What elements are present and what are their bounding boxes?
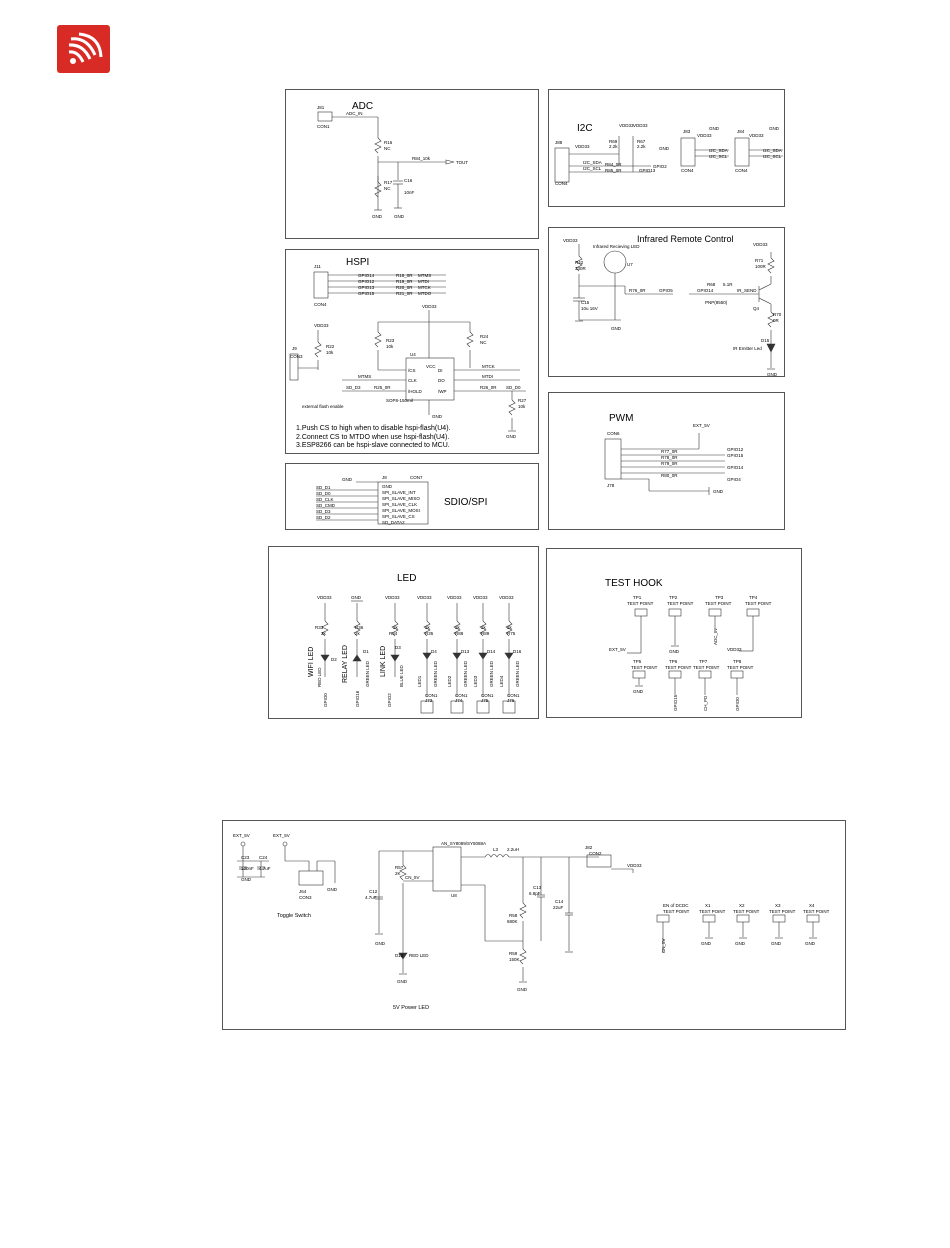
svg-text:TEST POINT: TEST POINT [733,909,760,914]
pwm-schematic [549,393,786,531]
svg-text:TEST POINT: TEST POINT [663,909,690,914]
svg-text:2K: 2K [395,871,401,876]
svg-text:R23: R23 [386,338,395,343]
svg-text:D1: D1 [363,649,369,654]
svg-text:D16: D16 [513,649,522,654]
svg-text:J8: J8 [382,475,387,480]
svg-text:X1: X1 [705,903,711,908]
svg-text:TP6: TP6 [669,659,678,664]
svg-text:R19_0R: R19_0R [396,279,413,284]
i2c-panel [548,89,785,207]
svg-text:R35: R35 [425,631,434,636]
svg-text:IR Emitter Led: IR Emitter Led [733,346,762,351]
svg-text:GND: GND [327,887,337,892]
hspi-notes [296,425,450,451]
svg-text:6.8pF: 6.8pF [529,891,541,896]
svg-text:330R: 330R [575,266,586,271]
svg-text:J81: J81 [317,105,325,110]
svg-text:CN_5V: CN_5V [405,875,420,880]
svg-text:GPIO12: GPIO12 [358,279,375,284]
i2c-title: I2C [577,123,593,134]
svg-text:I2C_SDA: I2C_SDA [709,148,728,153]
svg-text:GND: GND [506,434,516,439]
svg-text:GND: GND [517,987,527,992]
svg-text:RED LED: RED LED [317,667,322,687]
svg-text:SD_D1: SD_D1 [316,485,331,490]
svg-text:PNP(8550): PNP(8550) [705,300,728,305]
svg-text:VDD33: VDD33 [447,595,462,600]
svg-text:VDD33: VDD33 [749,133,764,138]
svg-text:SD_D3: SD_D3 [316,509,331,514]
svg-text:R80_0R: R80_0R [661,473,678,478]
svg-text:R24: R24 [480,334,489,339]
svg-text:J82: J82 [585,845,593,850]
svg-text:GND: GND [241,877,251,882]
svg-text:TP3: TP3 [715,595,724,600]
svg-text:VDD33: VDD33 [314,323,329,328]
svg-text:DO: DO [438,378,445,383]
hspi-note-1: 1.Push CS to high when to disable hspi-flash(U4). [296,425,451,432]
svg-text:external flash enable: external flash enable [302,404,344,409]
svg-text:GPIO2: GPIO2 [653,164,667,169]
svg-text:GND: GND [709,126,719,131]
svg-text:VDD33: VDD33 [697,133,712,138]
svg-text:I2C_SDA: I2C_SDA [583,160,602,165]
svg-text:VDD33: VDD33 [619,123,634,128]
svg-text:GREEN LED: GREEN LED [489,660,494,687]
svg-text:R68: R68 [707,282,716,287]
svg-text:TP1: TP1 [633,595,642,600]
svg-text:D15: D15 [761,338,770,343]
svg-text:GPIO0: GPIO0 [735,697,740,711]
svg-text:GPIO16: GPIO16 [355,690,360,707]
svg-text:TP5: TP5 [633,659,642,664]
svg-text:U7: U7 [627,262,633,267]
svg-text:C13: C13 [533,885,542,890]
svg-text:I2C_SCL: I2C_SCL [583,166,602,171]
svg-text:SPI_SLAVE_CLK: SPI_SLAVE_CLK [382,502,418,507]
svg-text:SD_D0: SD_D0 [506,385,521,390]
svg-text:TEST POINT: TEST POINT [769,909,796,914]
svg-text:NC: NC [480,340,487,345]
svg-text:GND: GND [397,979,407,984]
svg-text:SOP8-150mil: SOP8-150mil [386,398,413,403]
svg-text:MTDI: MTDI [418,279,429,284]
svg-text:GND: GND [669,649,679,654]
svg-text:2k: 2k [481,625,486,630]
svg-text:J88: J88 [555,140,563,145]
svg-text:GPIO4: GPIO4 [727,477,741,482]
svg-text:CON7: CON7 [410,475,423,480]
svg-text:LINK LED: LINK LED [380,645,387,677]
svg-text:2.2k: 2.2k [637,144,646,149]
svg-text:10k: 10k [326,350,334,355]
svg-text:TEST POINT: TEST POINT [627,601,654,606]
svg-text:L3: L3 [493,847,499,852]
i2c-schematic [549,90,786,208]
svg-text:2k: 2k [425,625,430,630]
svg-text:SPI_SLAVE_INT: SPI_SLAVE_INT [382,490,416,495]
svg-text:/CS: /CS [408,368,416,373]
svg-text:J74: J74 [455,698,463,703]
svg-text:2k: 2k [455,625,460,630]
svg-text:2k: 2k [321,631,326,636]
svg-text:R89: R89 [481,631,490,636]
svg-text:10k: 10k [518,404,526,409]
svg-text:100nF: 100nF [241,866,254,871]
svg-text:GND: GND [805,941,815,946]
svg-text:VDD33: VDD33 [753,242,768,247]
svg-text:10nF: 10nF [404,190,415,195]
svg-text:CON1: CON1 [507,693,520,698]
svg-text:GPIO12: GPIO12 [727,447,744,452]
espressif-logo-icon [57,25,110,73]
svg-text:GPIO15: GPIO15 [358,291,375,296]
svg-text:EXT_5V: EXT_5V [609,647,626,652]
svg-text:J78: J78 [607,483,615,488]
svg-text:J9: J9 [292,346,297,351]
svg-text:2.2k: 2.2k [609,144,618,149]
svg-text:GND: GND [701,941,711,946]
svg-text:R77_0R: R77_0R [661,449,678,454]
svg-text:/HOLD: /HOLD [408,389,422,394]
svg-text:R20_0R: R20_0R [396,285,413,290]
svg-text:J83: J83 [683,129,691,134]
svg-text:EXT_5V: EXT_5V [233,833,250,838]
svg-text:22uF: 22uF [553,905,564,910]
svg-text:X2: X2 [739,903,745,908]
svg-text:CON1: CON1 [425,693,438,698]
svg-text:EXT_5V: EXT_5V [273,833,290,838]
svg-text:VDD33: VDD33 [575,144,590,149]
adc-panel [285,89,539,239]
svg-text:LED2: LED2 [447,675,452,687]
svg-text:R22: R22 [326,344,335,349]
svg-text:R33: R33 [315,625,324,630]
svg-text:D4: D4 [431,649,437,654]
svg-text:CON4: CON4 [681,168,694,173]
svg-text:R88: R88 [455,631,464,636]
svg-text:RELAY LED: RELAY LED [342,645,349,683]
svg-text:R79_0R: R79_0R [661,461,678,466]
hspi-panel [285,249,539,454]
svg-text:GND: GND [659,146,669,151]
svg-text:X4: X4 [809,903,815,908]
adc-title: ADC [352,101,374,112]
svg-text:TP4: TP4 [749,595,758,600]
svg-text:R75: R75 [507,631,516,636]
svg-text:VDD33: VDD33 [385,595,400,600]
svg-text:VDD33: VDD33 [473,595,488,600]
svg-text:TEST POINT: TEST POINT [705,601,732,606]
svg-text:GND: GND [372,214,382,219]
svg-text:CON3: CON3 [299,895,312,900]
svg-text:ADC_IN: ADC_IN [346,111,363,116]
svg-text:GND: GND [432,414,442,419]
svg-text:VDD33: VDD33 [633,123,648,128]
svg-text:10k: 10k [386,344,394,349]
svg-text:2k: 2k [507,625,512,630]
svg-text:GND: GND [767,372,777,377]
svg-text:R69: R69 [609,139,618,144]
svg-text:NC: NC [384,146,391,151]
hspi-title: HSPI [346,257,370,268]
svg-text:R21_0R: R21_0R [396,291,413,296]
svg-text:R84_0R: R84_0R [605,162,622,167]
svg-text:R85_0R: R85_0R [605,168,622,173]
svg-text:VDD33: VDD33 [422,304,437,309]
svg-text:C23: C23 [241,855,250,860]
svg-text:R34: R34 [389,631,398,636]
svg-text:2k: 2k [355,631,360,636]
svg-text:GND: GND [735,941,745,946]
svg-text:GND: GND [633,689,643,694]
svg-text:GPIO13: GPIO13 [639,168,656,173]
svg-text:D13: D13 [461,649,470,654]
svg-text:GPIO2: GPIO2 [387,693,392,707]
svg-text:SD_D0: SD_D0 [316,491,331,496]
svg-text:CLK: CLK [408,378,417,383]
svg-text:CON4: CON4 [735,168,748,173]
test-hook-panel [546,548,802,718]
svg-text:CH_PD: CH_PD [703,695,708,711]
svg-text:SPI_SLAVE_MOSI: SPI_SLAVE_MOSI [382,508,420,513]
test-hook-schematic [547,549,803,719]
svg-text:680K: 680K [507,919,518,924]
svg-text:C16: C16 [404,178,413,183]
svg-text:MTMS: MTMS [358,374,372,379]
svg-text:I2C_SCL: I2C_SCL [709,154,728,159]
svg-text:R26_0R: R26_0R [480,385,497,390]
svg-text:MTMS: MTMS [418,273,432,278]
svg-text:GND: GND [394,214,404,219]
svg-text:GND: GND [351,595,361,600]
svg-text:D12: D12 [395,953,404,958]
svg-text:TP8: TP8 [733,659,742,664]
svg-text:TOUT: TOUT [456,160,469,165]
svg-text:VDD33: VDD33 [627,863,642,868]
svg-text:DI: DI [438,368,443,373]
pwm-panel [548,392,785,530]
svg-text:GPIO13: GPIO13 [358,285,375,290]
svg-text:TEST POINT: TEST POINT [631,665,658,670]
svg-text:4.7uF: 4.7uF [365,895,377,900]
svg-text:RED LED: RED LED [409,953,429,958]
sdio-panel [285,463,539,530]
svg-text:TP7: TP7 [699,659,708,664]
svg-text:CON6: CON6 [607,431,620,436]
svg-text:IR_SEND: IR_SEND [737,288,757,293]
svg-text:Toggle Switch: Toggle Switch [277,913,311,919]
svg-text:CON1: CON1 [481,693,494,698]
svg-text:Q4: Q4 [753,306,760,311]
svg-text:R58: R58 [509,913,518,918]
svg-text:R71: R71 [755,258,764,263]
svg-text:4.7uF: 4.7uF [259,866,271,871]
svg-text:R84_10k: R84_10k [412,156,431,161]
svg-text:GND: GND [611,326,621,331]
svg-text:VDD33: VDD33 [417,595,432,600]
svg-text:5V Power LED: 5V Power LED [393,1005,430,1011]
svg-text:GND: GND [342,477,352,482]
svg-text:CN_5V: CN_5V [661,938,666,953]
led-title: LED [397,573,417,584]
svg-text:R42: R42 [575,260,584,265]
svg-text:MTCK: MTCK [482,364,495,369]
svg-text:LED4: LED4 [499,675,504,687]
svg-text:GPIO14: GPIO14 [727,465,744,470]
svg-text:J84: J84 [737,129,745,134]
svg-text:GPIO5: GPIO5 [659,288,673,293]
svg-text:SD_CMD: SD_CMD [316,503,336,508]
svg-text:VCC: VCC [426,364,436,369]
svg-text:EXT_5V: EXT_5V [693,423,710,428]
sdio-title: SDIO/SPI [444,497,488,508]
svg-text:J73: J73 [425,698,433,703]
svg-text:GPIO15: GPIO15 [673,694,678,711]
svg-text:D2: D2 [331,657,337,662]
svg-text:GREEN LED: GREEN LED [515,660,520,687]
svg-text:CON3: CON3 [290,354,303,359]
svg-text:5.1R: 5.1R [723,282,733,287]
svg-text:R27: R27 [518,398,527,403]
svg-text:J64: J64 [299,889,307,894]
svg-text:WIFI LED: WIFI LED [308,646,315,677]
svg-text:GPIO14: GPIO14 [697,288,714,293]
svg-text:U8: U8 [451,893,457,898]
hspi-note-3: 3.ESP8266 can be hspi-slave connected to MCU. [296,442,450,449]
adc-schematic [286,90,540,240]
svg-text:D3: D3 [395,645,401,650]
svg-text:GREEN LED: GREEN LED [365,660,370,687]
svg-text:R25_0R: R25_0R [374,385,391,390]
svg-text:10u 16V: 10u 16V [581,306,598,311]
svg-text:VDD33: VDD33 [499,595,514,600]
svg-text:NC: NC [384,186,391,191]
svg-text:CON1: CON1 [317,124,330,129]
svg-text:U4: U4 [410,352,416,357]
svg-text:GREEN LED: GREEN LED [433,660,438,687]
svg-text:GPIO14: GPIO14 [358,273,375,278]
svg-text:R59: R59 [509,951,518,956]
svg-text:TEST POINT: TEST POINT [665,665,692,670]
svg-text:R17: R17 [384,180,393,185]
ir-schematic [549,228,786,378]
svg-text:I2C_SDA: I2C_SDA [763,148,782,153]
svg-text:VDD33: VDD33 [727,647,742,652]
svg-text:X3: X3 [775,903,781,908]
svg-text:SD_DATA2: SD_DATA2 [382,520,405,525]
svg-text:GPIO0: GPIO0 [323,693,328,707]
svg-text:MTDO: MTDO [418,291,432,296]
pwm-title: PWM [609,413,634,424]
svg-text:SD_D3: SD_D3 [346,385,361,390]
power-panel [222,820,846,1030]
svg-text:R57: R57 [395,865,404,870]
svg-text:150K: 150K [509,957,520,962]
svg-text:GND: GND [769,126,779,131]
svg-text:C15: C15 [581,300,590,305]
svg-text:TEST POINT: TEST POINT [727,665,754,670]
svg-text:Infrared Recieving LED: Infrared Recieving LED [593,244,640,249]
svg-text:C14: C14 [555,899,564,904]
svg-text:SPI_SLAVE_CS: SPI_SLAVE_CS [382,514,415,519]
svg-text:GND: GND [382,484,392,489]
svg-text:C12: C12 [369,889,378,894]
svg-text:AN_SY8089/SY8088A: AN_SY8089/SY8088A [441,841,487,846]
hspi-note-2: 2.Connect CS to MTDO when use hspi-flash(U4). [296,433,450,441]
svg-text:VDD33: VDD33 [317,595,332,600]
svg-text:CON4: CON4 [314,302,327,307]
svg-text:SD_CLK: SD_CLK [316,497,334,502]
svg-text:ADC_IN: ADC_IN [713,628,718,645]
svg-text:TEST POINT: TEST POINT [693,665,720,670]
svg-text:GPIO15: GPIO15 [727,453,744,458]
svg-text:2k: 2k [393,625,398,630]
svg-text:J11: J11 [314,264,321,269]
svg-text:SPI_SLAVE_MISO: SPI_SLAVE_MISO [382,496,420,501]
svg-text:I2C_SCL: I2C_SCL [763,154,782,159]
svg-text:TEST POINT: TEST POINT [745,601,772,606]
svg-text:LED1: LED1 [417,675,422,687]
svg-text:D14: D14 [487,649,496,654]
svg-text:TEST POINT: TEST POINT [699,909,726,914]
svg-text:VDD33: VDD33 [563,238,578,243]
svg-text:GND: GND [375,941,385,946]
svg-text:GND: GND [771,941,781,946]
ir-panel [548,227,785,377]
svg-text:R16: R16 [384,140,393,145]
svg-text:TP2: TP2 [669,595,678,600]
svg-text:R18_0R: R18_0R [396,273,413,278]
sdio-schematic [286,464,540,531]
svg-text:TEST POINT: TEST POINT [803,909,830,914]
svg-text:GND: GND [713,489,723,494]
svg-text:R76_0R: R76_0R [629,288,646,293]
svg-text:MTDI: MTDI [482,374,493,379]
svg-text:EN of DCDC: EN of DCDC [663,903,689,908]
svg-text:2.2uH: 2.2uH [507,847,520,852]
led-panel [268,546,539,719]
svg-text:CON4: CON4 [555,181,568,186]
svg-text:J75: J75 [481,698,489,703]
svg-text:J76: J76 [507,698,515,703]
power-schematic [223,821,847,1031]
svg-text:SD_D2: SD_D2 [316,515,331,520]
svg-text:100R: 100R [755,264,766,269]
svg-text:R36: R36 [355,625,364,630]
svg-text:/WP: /WP [438,389,447,394]
svg-text:C24: C24 [259,855,268,860]
svg-text:GREEN LED: GREEN LED [463,660,468,687]
svg-text:BLUE LED: BLUE LED [399,665,404,687]
svg-text:0R: 0R [773,318,779,323]
svg-text:TEST POINT: TEST POINT [667,601,694,606]
svg-text:R70: R70 [773,312,782,317]
svg-text:LED3: LED3 [473,675,478,687]
test-hook-title: TEST HOOK [605,578,663,589]
svg-text:CON1: CON1 [455,693,468,698]
svg-text:CON2: CON2 [589,851,602,856]
svg-text:R78_0R: R78_0R [661,455,678,460]
svg-text:R67: R67 [637,139,646,144]
ir-title: Infrared Remote Control [637,234,734,244]
svg-text:MTCK: MTCK [418,285,431,290]
